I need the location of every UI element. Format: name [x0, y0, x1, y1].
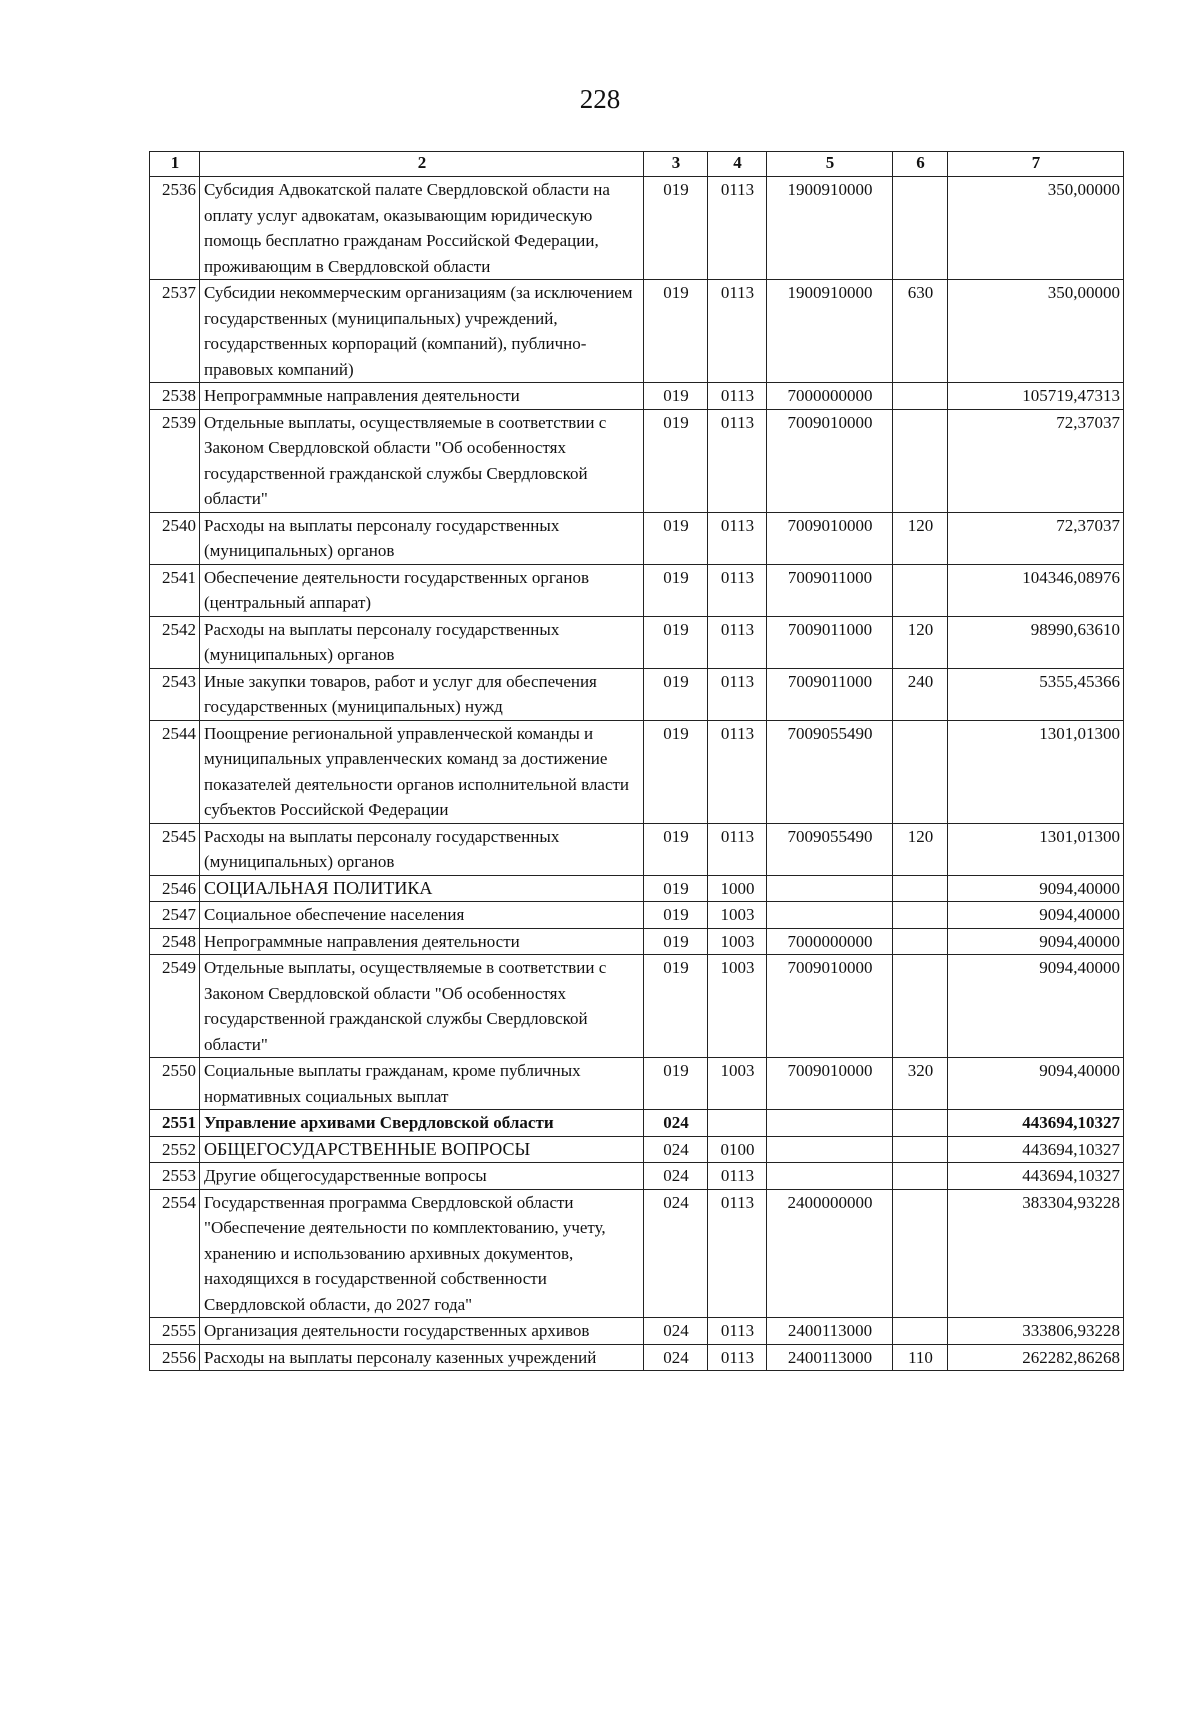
row-col-5	[767, 1163, 893, 1190]
table-row	[150, 1344, 1124, 1371]
row-number: 2541	[150, 564, 200, 616]
row-name: Субсидия Адвокатской палате Свердловской области на оплату услуг адвокатам, оказывающим юридическую помощь бесплатно гражданам Российской Федерации, проживающим в Свердловской области	[200, 177, 644, 280]
row-col-6	[893, 928, 948, 955]
row-col-3: 019	[644, 280, 708, 383]
row-col-3: 019	[644, 928, 708, 955]
row-amount: 104346,08976	[948, 564, 1124, 616]
row-col-3: 019	[644, 823, 708, 875]
row-col-5	[767, 1136, 893, 1163]
row-col-5: 7009011000	[767, 616, 893, 668]
row-col-6	[893, 1136, 948, 1163]
row-col-6	[893, 875, 948, 902]
row-number: 2546	[150, 875, 200, 902]
row-col-5: 7009010000	[767, 409, 893, 512]
row-number: 2555	[150, 1318, 200, 1345]
table-row	[150, 823, 1124, 875]
row-col-4: 0100	[708, 1136, 767, 1163]
row-name: Организация деятельности государственных архивов	[200, 1318, 644, 1345]
row-col-6: 630	[893, 280, 948, 383]
table-row	[150, 280, 1124, 383]
row-col-3: 019	[644, 409, 708, 512]
row-amount: 9094,40000	[948, 955, 1124, 1058]
row-name: Другие общегосударственные вопросы	[200, 1163, 644, 1190]
row-number: 2537	[150, 280, 200, 383]
row-col-4: 0113	[708, 1189, 767, 1318]
row-col-5: 2400113000	[767, 1344, 893, 1371]
row-col-4: 0113	[708, 1163, 767, 1190]
row-amount: 9094,40000	[948, 902, 1124, 929]
header-col-2: 2	[200, 152, 644, 177]
row-col-4: 1000	[708, 875, 767, 902]
row-name: Обеспечение деятельности государственных органов (центральный аппарат)	[200, 564, 644, 616]
row-number: 2540	[150, 512, 200, 564]
header-col-1: 1	[150, 152, 200, 177]
row-col-6	[893, 1163, 948, 1190]
row-col-4: 1003	[708, 902, 767, 929]
row-name: Отдельные выплаты, осуществляемые в соответствии с Законом Свердловской области "Об особенностях государственной гражданской службы Свердловской области"	[200, 409, 644, 512]
row-number: 2543	[150, 668, 200, 720]
row-col-5: 7009055490	[767, 720, 893, 823]
row-amount: 72,37037	[948, 409, 1124, 512]
row-col-5	[767, 902, 893, 929]
row-col-6: 120	[893, 823, 948, 875]
row-col-6	[893, 177, 948, 280]
row-number: 2549	[150, 955, 200, 1058]
table-row	[150, 1058, 1124, 1110]
row-col-5: 7009011000	[767, 668, 893, 720]
row-col-3: 024	[644, 1136, 708, 1163]
row-col-5: 7009055490	[767, 823, 893, 875]
row-amount: 1301,01300	[948, 720, 1124, 823]
row-col-5: 7009011000	[767, 564, 893, 616]
row-col-4: 0113	[708, 1344, 767, 1371]
row-col-4: 1003	[708, 928, 767, 955]
table-row	[150, 875, 1124, 902]
row-col-6: 320	[893, 1058, 948, 1110]
header-col-4: 4	[708, 152, 767, 177]
row-col-6: 240	[893, 668, 948, 720]
row-col-3: 019	[644, 383, 708, 410]
row-amount: 383304,93228	[948, 1189, 1124, 1318]
row-amount: 333806,93228	[948, 1318, 1124, 1345]
row-col-4: 1003	[708, 955, 767, 1058]
table-row	[150, 383, 1124, 410]
row-col-6	[893, 383, 948, 410]
row-name: Расходы на выплаты персоналу казенных учреждений	[200, 1344, 644, 1371]
row-amount: 105719,47313	[948, 383, 1124, 410]
row-col-5	[767, 1110, 893, 1137]
row-name: Расходы на выплаты персоналу государственных (муниципальных) органов	[200, 616, 644, 668]
row-number: 2554	[150, 1189, 200, 1318]
row-col-3: 019	[644, 616, 708, 668]
row-col-5: 1900910000	[767, 177, 893, 280]
budget-table	[149, 151, 1124, 1371]
row-col-4: 0113	[708, 383, 767, 410]
table-row	[150, 564, 1124, 616]
row-col-6	[893, 1189, 948, 1318]
row-amount: 9094,40000	[948, 875, 1124, 902]
row-amount: 9094,40000	[948, 928, 1124, 955]
table-row	[150, 668, 1124, 720]
table-row	[150, 902, 1124, 929]
row-col-4: 0113	[708, 280, 767, 383]
row-name: СОЦИАЛЬНАЯ ПОЛИТИКА	[200, 875, 644, 902]
row-amount: 72,37037	[948, 512, 1124, 564]
row-col-5: 7000000000	[767, 383, 893, 410]
row-col-4: 0113	[708, 409, 767, 512]
row-col-3: 019	[644, 955, 708, 1058]
row-number: 2548	[150, 928, 200, 955]
row-name: Поощрение региональной управленческой команды и муниципальных управленческих команд за достижение показателей деятельности органов исполнительной власти субъектов Российской Федерации	[200, 720, 644, 823]
table-row	[150, 928, 1124, 955]
row-amount: 98990,63610	[948, 616, 1124, 668]
row-col-6	[893, 955, 948, 1058]
row-col-4	[708, 1110, 767, 1137]
row-name: Отдельные выплаты, осуществляемые в соответствии с Законом Свердловской области "Об особенностях государственной гражданской службы Свердловской области"	[200, 955, 644, 1058]
row-name: ОБЩЕГОСУДАРСТВЕННЫЕ ВОПРОСЫ	[200, 1136, 644, 1163]
row-col-3: 019	[644, 1058, 708, 1110]
row-amount: 443694,10327	[948, 1110, 1124, 1137]
row-name: Иные закупки товаров, работ и услуг для обеспечения государственных (муниципальных) нужд	[200, 668, 644, 720]
row-amount: 1301,01300	[948, 823, 1124, 875]
table-row	[150, 1189, 1124, 1318]
row-col-4: 0113	[708, 512, 767, 564]
row-col-6: 110	[893, 1344, 948, 1371]
row-col-4: 0113	[708, 177, 767, 280]
table-row	[150, 1163, 1124, 1190]
table-row	[150, 512, 1124, 564]
row-number: 2545	[150, 823, 200, 875]
row-col-6: 120	[893, 616, 948, 668]
row-col-5: 1900910000	[767, 280, 893, 383]
row-col-5: 7009010000	[767, 512, 893, 564]
row-col-6	[893, 902, 948, 929]
row-col-6	[893, 1110, 948, 1137]
row-name: Непрограммные направления деятельности	[200, 383, 644, 410]
row-number: 2538	[150, 383, 200, 410]
row-col-3: 024	[644, 1318, 708, 1345]
row-amount: 9094,40000	[948, 1058, 1124, 1110]
row-name: Расходы на выплаты персоналу государственных (муниципальных) органов	[200, 512, 644, 564]
row-number: 2547	[150, 902, 200, 929]
row-col-4: 0113	[708, 668, 767, 720]
row-col-6	[893, 409, 948, 512]
page-number: 228	[579, 84, 621, 114]
table-row	[150, 409, 1124, 512]
header-col-7: 7	[948, 152, 1124, 177]
row-col-6	[893, 564, 948, 616]
header-col-6: 6	[893, 152, 948, 177]
table-row	[150, 1110, 1124, 1137]
row-number: 2536	[150, 177, 200, 280]
row-col-3: 024	[644, 1163, 708, 1190]
row-col-4: 0113	[708, 823, 767, 875]
row-col-3: 024	[644, 1189, 708, 1318]
row-col-3: 019	[644, 720, 708, 823]
row-number: 2556	[150, 1344, 200, 1371]
row-col-5: 7009010000	[767, 1058, 893, 1110]
row-name: Государственная программа Свердловской области "Обеспечение деятельности по комплектованию, учету, хранению и использованию архивных документов, находящихся в государственной собственности Свердловской области, до 2027 года"	[200, 1189, 644, 1318]
row-number: 2542	[150, 616, 200, 668]
row-col-5	[767, 875, 893, 902]
table-header-row	[150, 152, 1124, 177]
row-amount: 262282,86268	[948, 1344, 1124, 1371]
row-amount: 443694,10327	[948, 1136, 1124, 1163]
row-col-4: 0113	[708, 564, 767, 616]
row-col-3: 024	[644, 1110, 708, 1137]
row-name: Социальное обеспечение населения	[200, 902, 644, 929]
row-col-3: 024	[644, 1344, 708, 1371]
row-number: 2551	[150, 1110, 200, 1137]
row-col-6	[893, 720, 948, 823]
table-row	[150, 616, 1124, 668]
row-col-5: 2400113000	[767, 1318, 893, 1345]
table-row	[150, 1136, 1124, 1163]
row-col-4: 0113	[708, 616, 767, 668]
row-col-5: 7009010000	[767, 955, 893, 1058]
table-row	[150, 177, 1124, 280]
row-name: Расходы на выплаты персоналу государственных (муниципальных) органов	[200, 823, 644, 875]
row-number: 2552	[150, 1136, 200, 1163]
row-col-4: 0113	[708, 1318, 767, 1345]
header-col-5: 5	[767, 152, 893, 177]
row-number: 2539	[150, 409, 200, 512]
row-amount: 350,00000	[948, 280, 1124, 383]
row-col-3: 019	[644, 902, 708, 929]
row-name: Управление архивами Свердловской области	[200, 1110, 644, 1137]
row-number: 2544	[150, 720, 200, 823]
row-amount: 5355,45366	[948, 668, 1124, 720]
row-name: Субсидии некоммерческим организациям (за исключением государственных (муниципальных) учреждений, государственных корпораций (компаний), публично-правовых компаний)	[200, 280, 644, 383]
row-col-3: 019	[644, 177, 708, 280]
row-col-6: 120	[893, 512, 948, 564]
row-number: 2553	[150, 1163, 200, 1190]
table-row	[150, 720, 1124, 823]
row-col-4: 0113	[708, 720, 767, 823]
row-amount: 350,00000	[948, 177, 1124, 280]
row-name: Социальные выплаты гражданам, кроме публичных нормативных социальных выплат	[200, 1058, 644, 1110]
row-col-3: 019	[644, 875, 708, 902]
row-name: Непрограммные направления деятельности	[200, 928, 644, 955]
row-col-5: 2400000000	[767, 1189, 893, 1318]
row-col-5: 7000000000	[767, 928, 893, 955]
row-col-3: 019	[644, 668, 708, 720]
table-row	[150, 955, 1124, 1058]
table-row	[150, 1318, 1124, 1345]
row-number: 2550	[150, 1058, 200, 1110]
row-amount: 443694,10327	[948, 1163, 1124, 1190]
header-col-3: 3	[644, 152, 708, 177]
row-col-3: 019	[644, 512, 708, 564]
row-col-6	[893, 1318, 948, 1345]
row-col-3: 019	[644, 564, 708, 616]
row-col-4: 1003	[708, 1058, 767, 1110]
